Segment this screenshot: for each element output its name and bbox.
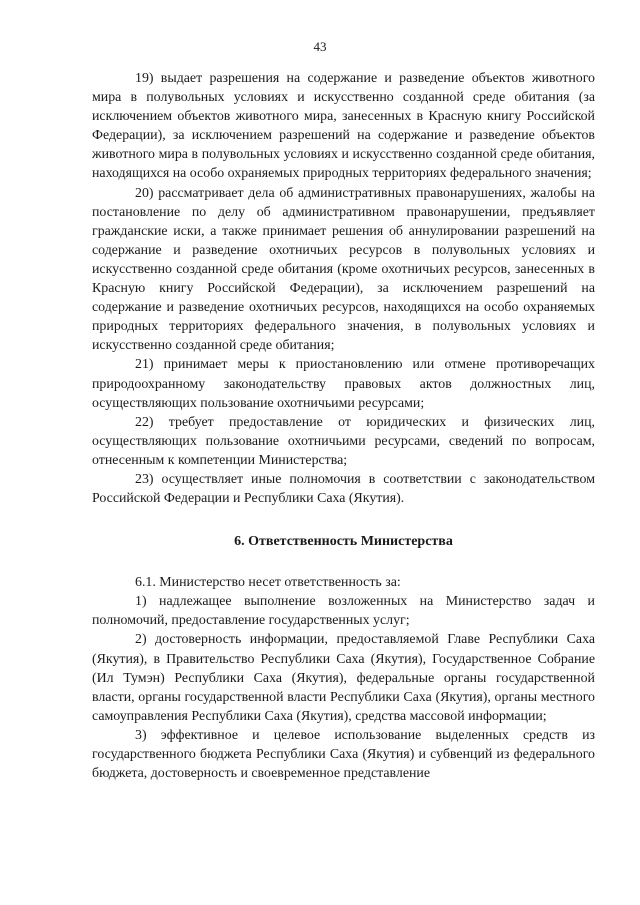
- section-item-1: 1) надлежащее выполнение возложенных на Министерство задач и полномочий, предоставление государственных услуг;: [92, 594, 595, 629]
- paragraph-item-21: 21) принимает меры к приостановлению или отмене противоречащих природоохранному законодательству правовых актов должностных лиц, осуществляющих пользование охотничьими ресурсами;: [92, 357, 595, 411]
- document-body: [92, 69, 595, 783]
- paragraph-item-19: 19) выдает разрешения на содержание и разведение объектов животного мира в полувольных условиях и искусственно созданной среде обитания (за исключением объектов животного мира, занесенных в Красную книгу Российской Федерации), за исключением разрешений на содержание и разведение объектов животного мира в полувольных условиях и искусственно созданной среде обитания, находящихся на особо охраняемых природных территориях федерального значения;: [92, 71, 595, 182]
- paragraph-item-22: 22) требует предоставление от юридических и физических лиц, осуществляющих пользование охотничьими ресурсами, сведений по вопросам, отнесенным к компетенции Министерства;: [92, 414, 595, 468]
- paragraph-item-20: 20) рассматривает дела об административных правонарушениях, жалобы на постановление по делу об административном правонарушении, предъявляет гражданские иски, а также принимает решения об аннулировании разрешений на содержание и разведение охотничьих ресурсов в полувольных условиях и искусственно созданной среде обитания (кроме охотничьих ресурсов, занесенных в Красную книгу Российской Федерации), за исключением разрешений на содержание и разведение охотничьих ресурсов, находящихся на особо охраняемых природных территориях федерального значения, в полувольных условиях и искусственно созданной среде обитания;: [92, 185, 595, 354]
- section-intro: 6.1. Министерство несет ответственность за:: [135, 575, 401, 591]
- page-number: 43: [313, 39, 327, 54]
- section-item-2: 2) достоверность информации, предоставляемой Главе Республики Саха (Якутия), в Правительство Республики Саха (Якутия), Государственное Собрание (Ил Тумэн) Республики Саха (Якутия), федеральные органы государственной власти, органы государственной власти Республики Саха (Якутия), органы местного самоуправления Республики Саха (Якутия), средства массовой информации;: [92, 632, 595, 724]
- paragraph-item-23: 23) осуществляет иные полномочия в соответствии с законодательством Российской Федерации и Республики Саха (Якутия).: [92, 471, 595, 507]
- section-item-3: 3) эффективное и целевое использование выделенных средств из государственного бюджета Республики Саха (Якутия) и субвенций из федерального бюджета, достоверность и своевременное представление: [92, 727, 595, 782]
- section-heading: 6. Ответственность Министерства: [234, 534, 453, 550]
